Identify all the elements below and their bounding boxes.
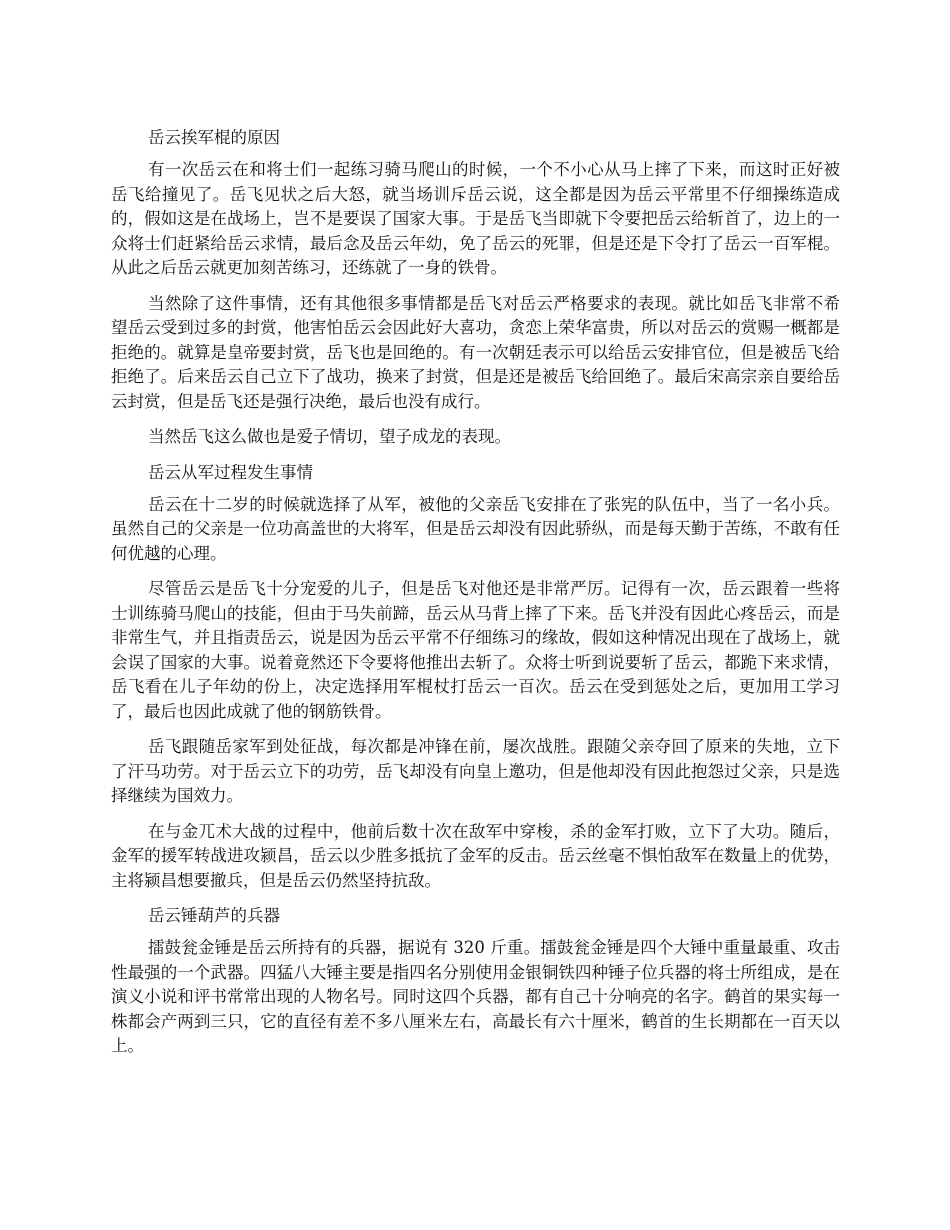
paragraph: 有一次岳云在和将士们一起练习骑马爬山的时候，一个不小心从马上摔了下来，而这时正好被岳飞给撞见了。岳飞见状之后大怒，就当场训斥岳云说，这全都是因为岳云平常里不仔细操练造成的，假如这是在战场上，岂不是要误了国家大事。于是岳飞当即就下令要把岳云给斩首了，边上的一众将士们赶紧给岳云求情，最后念及岳云年幼，免了岳云的死罪，但是还是下令打了岳云一百军棍。从此之后岳云就更加刻苦练习，还练就了一身的铁骨。: [111, 160, 840, 277]
section-heading-military-service: 岳云从军过程发生事情: [148, 462, 313, 482]
paragraph: 岳云在十二岁的时候就选择了从军，被他的父亲岳飞安排在了张宪的队伍中，当了一名小兵。虽然自己的父亲是一位功高盖世的大将军，但是岳云却没有因此骄纵，而是每天勤于苦练，不敢有任何优越的心理。: [111, 494, 840, 563]
section-heading-reason: 岳云挨军棍的原因: [148, 128, 280, 147]
paragraph: 尽管岳云是岳飞十分宠爱的儿子，但是岳飞对他还是非常严厉。记得有一次，岳云跟着一些将士训练骑马爬山的技能，但由于马失前蹄，岳云从马背上摔了下来。岳飞并没有因此心疼岳云，而是非常生气，并且指责岳云，说是因为岳云平常不仔细练习的缘故，假如这种情况出现在了战场上，就会误了国家的大事。说着竟然还下令要将他推出去斩了。众将士听到说要斩了岳云，都跪下来求情，岳飞看在儿子年幼的份上，决定选择用军棍杖打岳云一百次。岳云在受到惩处之后，更加用工学习了，最后也因此成就了他的钢筋铁骨。: [111, 579, 840, 721]
paragraph: 岳飞跟随岳家军到处征战，每次都是冲锋在前，屡次战胜。跟随父亲夺回了原来的失地，立下了汗马功劳。对于岳云立下的功劳，岳飞却没有向皇上邀功，但是他却没有因此抱怨过父亲，只是选择继续为国效力。: [111, 737, 840, 805]
paragraph: 在与金兀术大战的过程中，他前后数十次在敌军中穿梭，杀的金军打败，立下了大功。随后，金军的援军转战进攻颍昌，岳云以少胜多抵抗了金军的反击。岳云丝毫不惧怕敌军在数量上的优势，主将颍昌想要撤兵，但是岳云仍然坚持抗敌。: [111, 821, 840, 890]
article-body: [111, 126, 840, 1070]
section-heading-weapon: 岳云锤葫芦的兵器: [148, 906, 280, 925]
paragraph: 当然除了这件事情，还有其他很多事情都是岳飞对岳云严格要求的表现。就比如岳飞非常不希望岳云受到过多的封赏，他害怕岳云会因此好大喜功，贪恋上荣华富贵，所以对岳云的赏赐一概都是拒绝的。就算是皇帝要封赏，岳飞也是回绝的。有一次朝廷表示可以给岳云安排官位，但是被岳飞给拒绝了。后来岳云自己立下了战功，换来了封赏，但是还是被岳飞给回绝了。最后宋高宗亲自要给岳云封赏，但是岳飞还是强行决绝，最后也没有成行。: [111, 293, 840, 411]
paragraph: 擂鼓瓮金锤是岳云所持有的兵器，据说有 320 斤重。擂鼓瓮金锤是四个大锤中重量最重、攻击性最强的一个武器。四猛八大锤主要是指四名分别使用金银铜铁四种锤子位兵器的将士所组成，是在演义小说和评书常常出现的人物名号。同时这四个兵器，都有自己十分响亮的名字。鹤首的果实每一株都会产两到三只，它的直径有差不多八厘米左右，高最长有六十厘米，鹤首的生长期都在一百天以上。: [111, 938, 840, 1055]
paragraph: 当然岳飞这么做也是爱子情切，望子成龙的表现。: [148, 427, 511, 446]
